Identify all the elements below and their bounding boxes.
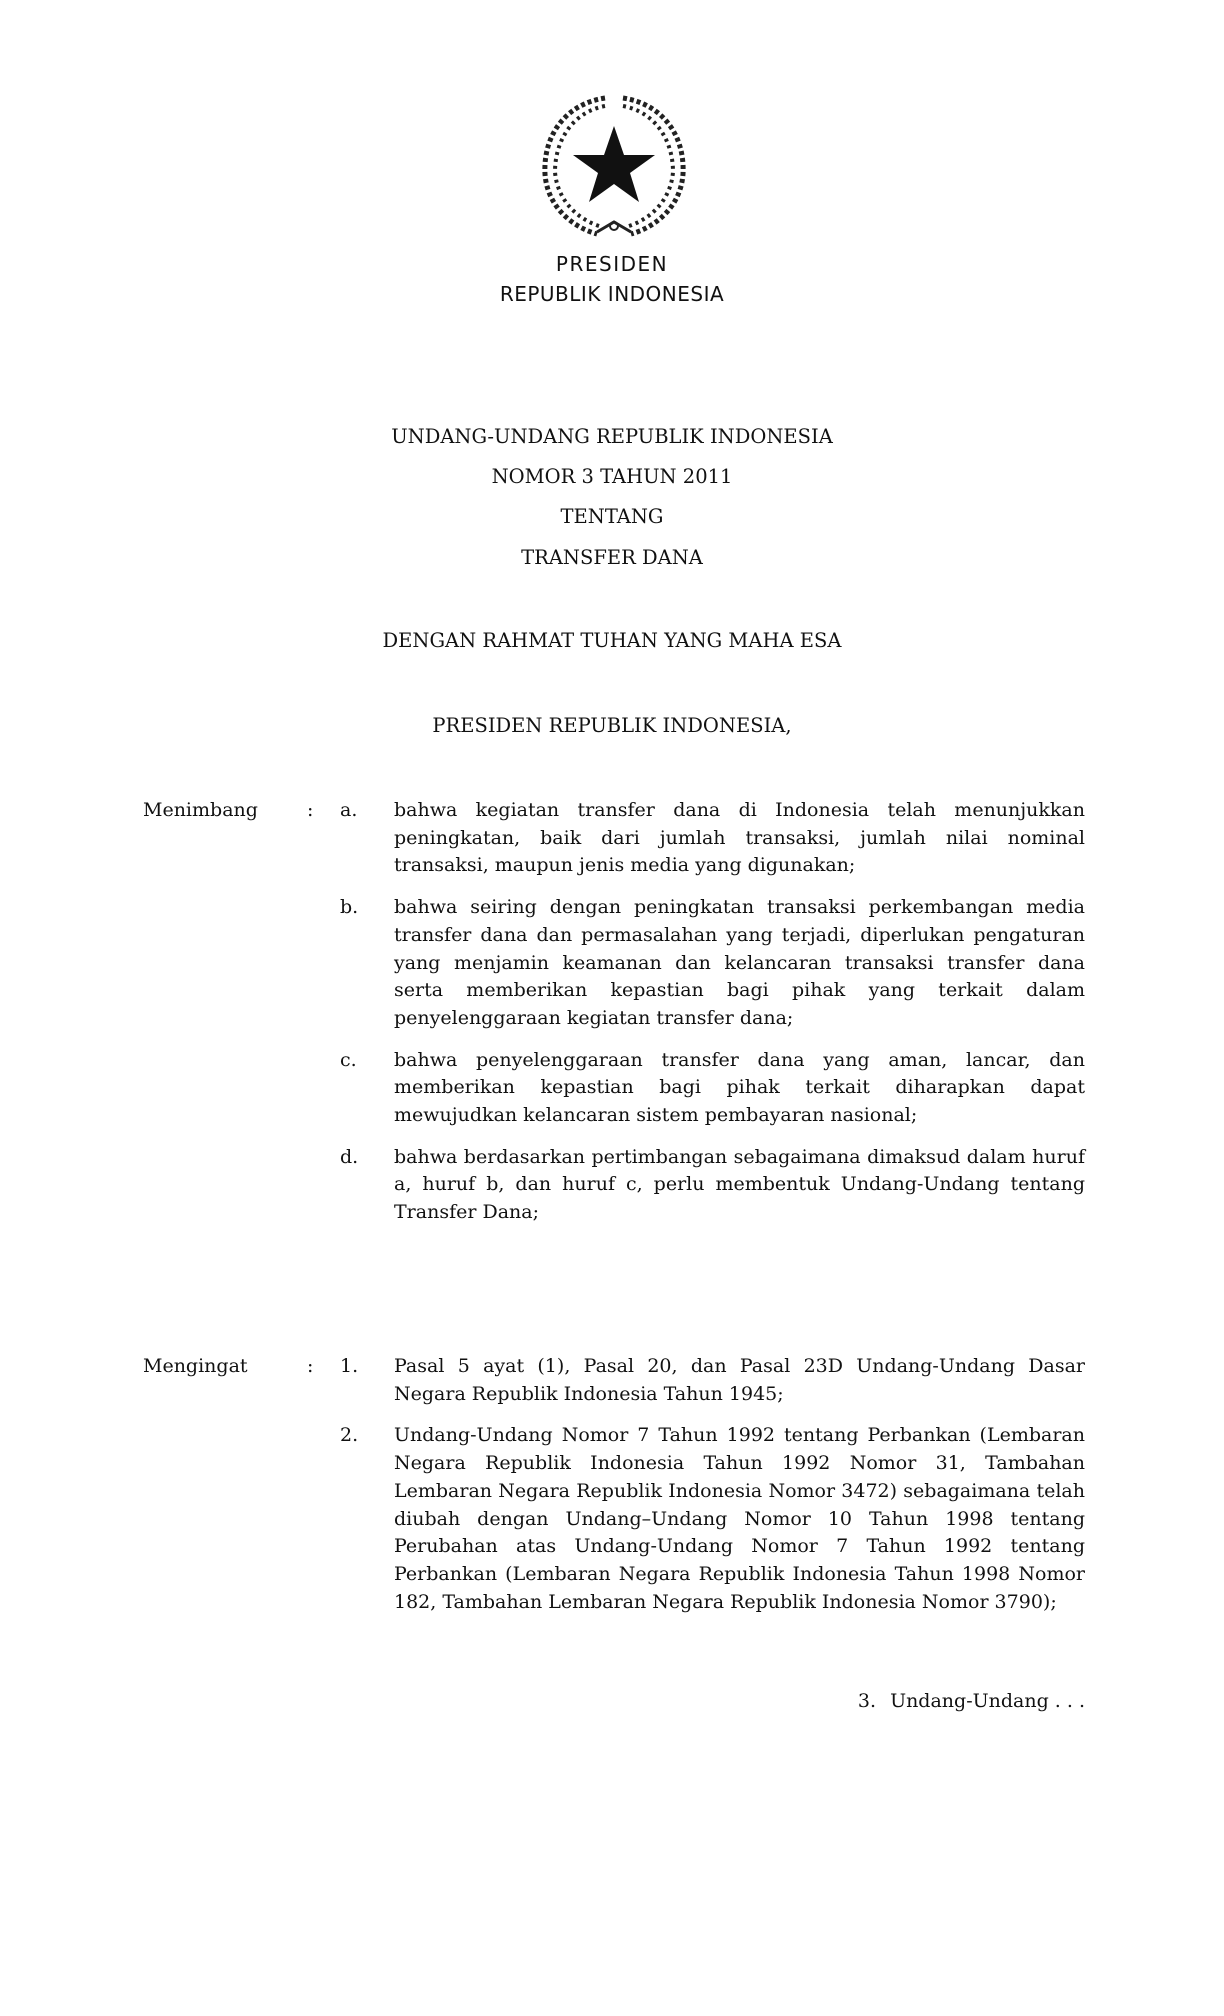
state-emblem-icon: [535, 86, 693, 240]
enactor: PRESIDEN REPUBLIK INDONESIA,: [432, 714, 792, 737]
title-line-about: TENTANG: [560, 505, 664, 528]
item-text: bahwa berdasarkan pertimbangan sebagaimana dimaksud dalam huruf a, huruf b, dan huruf c, perlu membentuk Undang-Undang tentang Transfer Dana;: [394, 1145, 1085, 1224]
title-line-law: UNDANG-UNDANG REPUBLIK INDONESIA: [391, 425, 833, 448]
item-text: bahwa seiring dengan peningkatan transaksi perkembangan media transfer dana dan permasalahan yang terjadi, diperlukan pengaturan yang menjamin keamanan dan kelancaran transaksi transfer dana serta memberikan kepastian bagi pihak yang terkait dalam penyelenggaraan kegiatan transfer dana;: [394, 896, 1085, 1029]
mengingat-section: [143, 1353, 1085, 1630]
title-line-subject: TRANSFER DANA: [521, 546, 703, 569]
item-text: bahwa kegiatan transfer dana di Indonesia telah menunjukkan peningkatan, baik dari jumlah transaksi, jumlah nilai nominal transaksi, maupun jenis media yang digunakan;: [394, 799, 1085, 877]
item-number: 2.: [340, 1424, 359, 1447]
item-number: b.: [340, 896, 359, 919]
letterhead-line-president: PRESIDEN: [555, 252, 669, 276]
menimbang-item-c: [143, 1047, 1085, 1130]
mengingat-colon: :: [307, 1355, 314, 1377]
menimbang-item-a: [143, 797, 1085, 880]
mengingat-label: Mengingat: [143, 1355, 248, 1377]
item-number: 1.: [340, 1355, 359, 1377]
mengingat-item-2: [143, 1422, 1085, 1616]
item-text: bahwa penyelenggaraan transfer dana yang aman, lancar, dan memberikan kepastian bagi pihak terkait diharapkan dapat mewujudkan kelancaran sistem pembayaran nasional;: [394, 1048, 1085, 1127]
mengingat-item-1: [143, 1353, 1085, 1408]
menimbang-label: Menimbang: [143, 799, 258, 821]
item-text: Pasal 5 ayat (1), Pasal 20, dan Pasal 23D Undang-Undang Dasar Negara Republik Indonesia Tahun 1945;: [394, 1355, 1085, 1405]
title-line-number: NOMOR 3 TAHUN 2011: [491, 465, 733, 488]
item-number: d.: [340, 1145, 359, 1168]
continuation-text: Undang-Undang . . .: [890, 1690, 1085, 1712]
item-number: a.: [340, 799, 358, 821]
continuation-number: 3.: [857, 1690, 877, 1712]
item-text: Undang-Undang Nomor 7 Tahun 1992 tentang Perbankan (Lembaran Negara Republik Indonesia Tahun 1992 Nomor 31, Tambahan Lembaran Negara Republik Indonesia Nomor 3472) sebagaimana telah diubah dengan Undang–Undang Nomor 10 Tahun 1998 tentang Perubahan atas Undang-Undang Nomor 7 Tahun 1992 tentang Perbankan (Lembaran Negara Republik Indonesia Tahun 1998 Nomor 182, Tambahan Lembaran Negara Republik Indonesia Nomor 3790);: [394, 1424, 1085, 1613]
item-number: c.: [340, 1048, 357, 1071]
menimbang-section: [143, 797, 1085, 1241]
page-continuation: [0, 1688, 1085, 1715]
menimbang-item-d: [143, 1144, 1085, 1227]
menimbang-item-b: [143, 894, 1085, 1033]
invocation: DENGAN RAHMAT TUHAN YANG MAHA ESA: [382, 629, 842, 652]
letterhead-line-republic: REPUBLIK INDONESIA: [499, 282, 725, 306]
menimbang-colon: :: [307, 799, 314, 821]
